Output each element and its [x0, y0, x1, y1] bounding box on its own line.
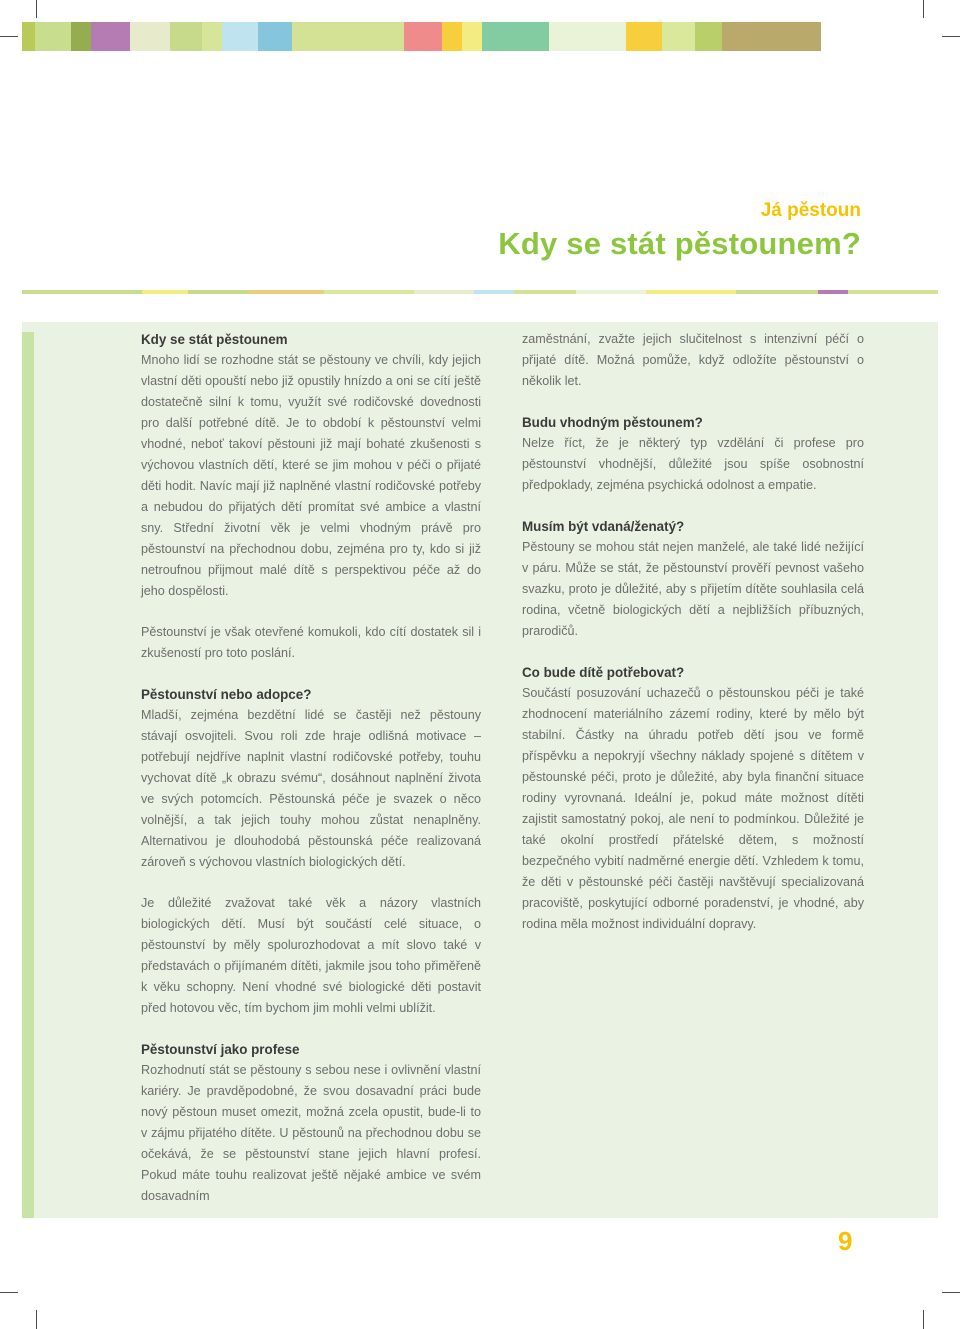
section-heading: Co bude dítě potřebovat? [522, 665, 685, 680]
section-heading: Pěstounství jako profese [141, 1042, 300, 1057]
paragraph: zaměstnání, zvažte jejich slučitelnost s intenzivní péčí o přijaté dítě. Možná pomůže, když odložíte pěstounství o několik let. [522, 332, 864, 388]
crop-mark [0, 36, 18, 37]
crop-mark [923, 0, 924, 18]
divider-strip [22, 290, 938, 294]
page-number: 9 [838, 1226, 853, 1256]
paragraph: Mladší, zejména bezdětní lidé se častěji než pěstouny stávají osvojiteli. Svou roli zde hraje odlišná motivace – potřebují nejdříve naplnit vlastní rodičovské potřeby, touhu vychovat dítě „k obrazu svému“, dosáhnout naplnění života ve svých potomcích. Pěstounská péče je svazek o něco volnější, a tak jejich touhy mohou zůstat nenaplněny. Alternativou je dlouhodobá pěstounská péče realizovaná zároveň s výchovou vlastních biologických dětí. [141, 708, 481, 869]
right-column [522, 329, 864, 935]
paragraph: Pěstouny se mohou stát nejen manželé, ale také lidé nežijící v páru. Může se stát, že pěstounství prověří pevnost vašeho svazku, proto je důležité, aby s přijetím dítěte souhlasila celá rodina, včetně biologických dětí a nejbližších příbuzných, prarodičů. [522, 540, 864, 638]
section-heading: Pěstounství nebo adopce? [141, 687, 312, 702]
crop-mark [923, 1310, 924, 1329]
section-heading: Kdy se stát pěstounem [141, 332, 288, 347]
paragraph: Mnoho lidí se rozhodne stát se pěstouny ve chvíli, kdy jejich vlastní děti opouští nebo již opustily hnízdo a oni se cítí ještě dostatečně silní k tomu, využít své rodičovské dovednosti pro další potřebné dítě. Je to období k pěstounství velmi vhodné, neboť takoví pěstouni již mají bohaté zkušenosti s výchovou vlastních dětí, které se jim mohou v péči o přijaté děti hodit. Navíc mají již naplněné vlastní rodičovské potřeby a nebudou do přijatých dětí promítat své ambice a vlastní sny. Střední životní věk je velmi vhodným právě pro pěstounství na přechodnou dobu, zejména pro ty, kdo si již netroufnou přijmout malé dítě s perspektivou péče až do jeho dospělosti. [141, 353, 481, 598]
crop-mark [942, 36, 960, 37]
left-column [141, 329, 481, 1207]
panel-accent-bar [22, 332, 34, 1218]
crop-mark [0, 1292, 18, 1293]
section-kicker: Já pěstoun [760, 200, 861, 221]
color-strip [22, 22, 938, 51]
paragraph: Je důležité zvažovat také věk a názory vlastních biologických dětí. Musí být součástí celé situace, o pěstounství by měly spolurozhodovat a mít slovo také v představách o přijímaném dítěti, jakmile jsou toho přiměřeně k věku schopny. Není vhodné své biologické děti postavit před hotovou věc, tím bychom jim mohli velmi ublížit. [141, 896, 481, 1015]
crop-mark [36, 0, 37, 18]
paragraph: Součástí posuzování uchazečů o pěstounskou péči je také zhodnocení materiálního zázemí rodiny, které by mělo být stabilní. Částky na úhradu potřeb dětí jsou ve formě příspěvku a nepokryjí všechny náklady spojené s dítětem v pěstounské péči, proto je důležité, aby byla finanční situace rodiny vyrovnaná. Ideální je, pokud máte možnost dítěti zajistit samostatný pokoj, ale není to podmínkou. Důležité je také okolní prostředí přátelské dětem, s možností bezpečného vybití nadměrné energie dětí. Vzhledem k tomu, že děti v pěstounské péči častěji navštěvují specializovaná pracoviště, poskytující odborné poradenství, je vhodné, aby rodina měla možnost individuální dopravy. [522, 686, 864, 931]
paragraph: Pěstounství je však otevřené komukoli, kdo cítí dostatek sil i zkušeností pro toto poslání. [141, 625, 481, 660]
page-title: Kdy se stát pěstounem? [498, 226, 861, 261]
paragraph: Nelze říct, že je některý typ vzdělání či profese pro pěstounství vhodnější, důležité jsou spíše osobnostní předpoklady, zejména psychická odolnost a empatie. [522, 436, 864, 492]
paragraph: Rozhodnutí stát se pěstouny s sebou nese i ovlivnění vlastní kariéry. Je pravděpodobné, že svou dosavadní práci bude nový pěstoun muset omezit, možná zcela opustit, bude-li to v zájmu přijatého dítěte. U pěstounů na přechodnou dobu se očekává, že se pěstounství stane jejich hlavní profesí. Pokud máte touhu realizovat ještě nějaké ambice ve svém dosavadním [141, 1063, 481, 1203]
crop-mark [942, 1292, 960, 1293]
section-heading: Budu vhodným pěstounem? [522, 415, 703, 430]
crop-mark [36, 1310, 37, 1329]
section-heading: Musím být vdaná/ženatý? [522, 519, 685, 534]
